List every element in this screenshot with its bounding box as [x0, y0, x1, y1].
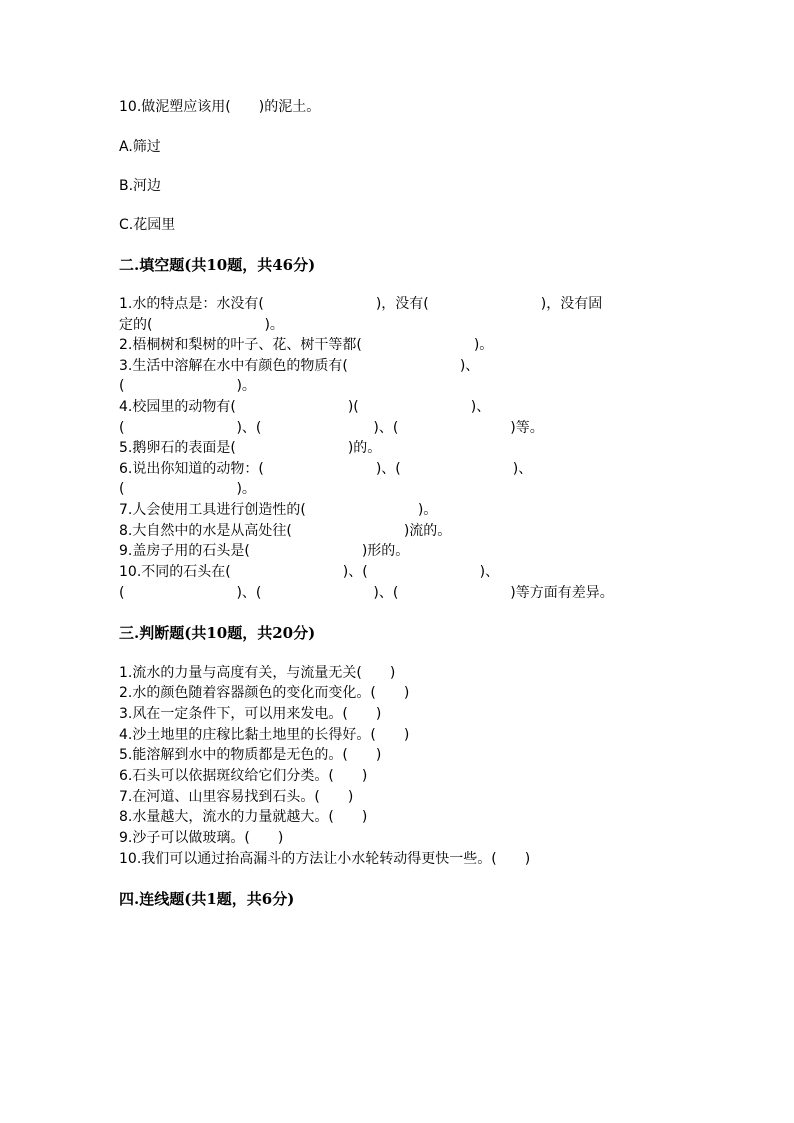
judge-line: 6.石头可以依据斑纹给它们分类。( )	[119, 768, 368, 784]
fill-line: ( )、( )、( )等。	[119, 420, 544, 436]
judge-line: 7.在河道、山里容易找到石头。( )	[119, 789, 354, 805]
mc-question-10: 10.做泥塑应该用( )的泥土。	[119, 99, 321, 115]
judge-line: 3.风在一定条件下，可以用来发电。( )	[119, 706, 382, 722]
fill-line: 10.不同的石头在( )、( )、	[119, 564, 500, 580]
fill-line: 6.说出你知道的动物：( )、( )、	[119, 461, 533, 477]
judge-line: 4.沙土地里的庄稼比黏土地里的长得好。( )	[119, 727, 410, 743]
fill-line: 1.水的特点是：水没有( )，没有( )，没有固	[119, 296, 603, 312]
fill-line: ( )。	[119, 378, 256, 394]
fill-line: 8.大自然中的水是从高处往( )流的。	[119, 523, 452, 539]
fill-line: 3.生活中溶解在水中有颜色的物质有( )、	[119, 358, 480, 374]
judge-line: 5.能溶解到水中的物质都是无色的。( )	[119, 747, 382, 763]
judge-line: 2.水的颜色随着容器颜色的变化而变化。( )	[119, 685, 410, 701]
fill-line: 定的( )。	[119, 317, 284, 333]
mc-option-b: B.河边	[119, 178, 162, 194]
fill-line: ( )。	[119, 481, 256, 497]
fill-line: 2.梧桐树和梨树的叶子、花、树干等都( )。	[119, 337, 494, 353]
judge-line: 8.水量越大，流水的力量就越大。( )	[119, 809, 368, 825]
judge-line: 1.流水的力量与高度有关，与流量无关( )	[119, 665, 396, 681]
mc-option-a: A.筛过	[119, 139, 161, 155]
section-fill-blank-title: 二.填空题(共10题，共46分)	[119, 256, 316, 274]
section-matching-title: 四.连线题(共1题，共6分)	[119, 890, 295, 908]
fill-line: 5.鹅卵石的表面是( )的。	[119, 440, 382, 456]
section-true-false-title: 三.判断题(共10题，共20分)	[119, 624, 316, 642]
fill-line: ( )、( )、( )等方面有差异。	[119, 585, 614, 601]
fill-line: 9.盖房子用的石头是( )形的。	[119, 543, 410, 559]
judge-line: 10.我们可以通过抬高漏斗的方法让小水轮转动得更快一些。( )	[119, 851, 531, 867]
judge-line: 9.沙子可以做玻璃。( )	[119, 830, 284, 846]
fill-line: 7.人会使用工具进行创造性的( )。	[119, 502, 438, 518]
mc-option-c: C.花园里	[119, 217, 176, 233]
fill-line: 4.校园里的动物有( )( )、	[119, 399, 491, 415]
